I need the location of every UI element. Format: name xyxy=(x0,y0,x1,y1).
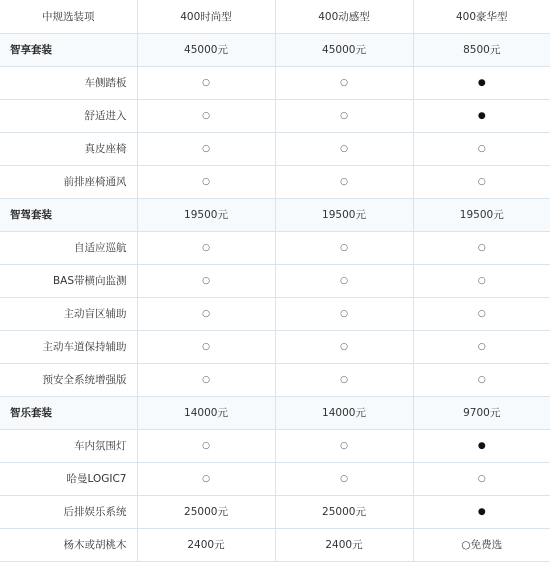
feature-label: 哈曼LOGIC7 xyxy=(0,462,137,495)
optional-icon: ○ xyxy=(275,132,413,165)
optional-icon: ○ xyxy=(275,429,413,462)
optional-icon: ○ xyxy=(413,165,550,198)
price-cell: 9700元 xyxy=(413,396,550,429)
optional-icon: ○ xyxy=(413,264,550,297)
feature-label: 车内氛围灯 xyxy=(0,429,137,462)
table-row xyxy=(0,297,550,330)
table-row xyxy=(0,264,550,297)
optional-icon: ○ xyxy=(275,231,413,264)
optional-icon: ○ xyxy=(137,330,275,363)
table-row xyxy=(0,528,550,561)
optional-icon: ○ xyxy=(275,99,413,132)
package-label: 智乐套装 xyxy=(0,396,137,429)
header-trim-dynamic: 400动感型 xyxy=(275,0,413,33)
price-cell: 45000元 xyxy=(275,33,413,66)
feature-label: 前排座椅通风 xyxy=(0,165,137,198)
feature-label: 真皮座椅 xyxy=(0,132,137,165)
header-trim-luxury: 400豪华型 xyxy=(413,0,550,33)
optional-icon: ○ xyxy=(275,297,413,330)
table-row xyxy=(0,132,550,165)
optional-icon: ○ xyxy=(413,297,550,330)
table-row xyxy=(0,363,550,396)
package-row-zhixiang xyxy=(0,33,550,66)
price-cell: 14000元 xyxy=(137,396,275,429)
feature-label: BAS带横向监测 xyxy=(0,264,137,297)
optional-icon: ○ xyxy=(275,66,413,99)
package-row-zhijia xyxy=(0,198,550,231)
optional-icon: ○ xyxy=(275,462,413,495)
feature-label: 舒适进入 xyxy=(0,99,137,132)
optional-icon: ○ xyxy=(137,132,275,165)
price-cell: 19500元 xyxy=(413,198,550,231)
optional-icon: ○ xyxy=(137,297,275,330)
optional-icon: ○ xyxy=(137,264,275,297)
feature-label: 主动盲区辅助 xyxy=(0,297,137,330)
standard-icon: ● xyxy=(413,429,550,462)
table-row xyxy=(0,66,550,99)
price-cell: 14000元 xyxy=(275,396,413,429)
optional-icon: ○ xyxy=(413,363,550,396)
price-cell: 2400元 xyxy=(275,528,413,561)
package-label: 智享套装 xyxy=(0,33,137,66)
price-cell: 19500元 xyxy=(275,198,413,231)
optional-icon: ○ xyxy=(413,132,550,165)
optional-icon: ○ xyxy=(137,99,275,132)
optional-icon: ○ xyxy=(275,165,413,198)
standard-icon: ● xyxy=(413,99,550,132)
price-cell: 25000元 xyxy=(137,495,275,528)
optional-icon: ○ xyxy=(275,330,413,363)
optional-icon: ○ xyxy=(137,363,275,396)
optional-icon: ○ xyxy=(137,66,275,99)
price-cell: 8500元 xyxy=(413,33,550,66)
table-row xyxy=(0,462,550,495)
table-row xyxy=(0,495,550,528)
table-row xyxy=(0,429,550,462)
price-cell: 2400元 xyxy=(137,528,275,561)
feature-label: 主动车道保持辅助 xyxy=(0,330,137,363)
feature-label: 自适应巡航 xyxy=(0,231,137,264)
feature-label: 杨木或胡桃木 xyxy=(0,528,137,561)
optional-icon: ○ xyxy=(137,165,275,198)
optional-icon: ○ xyxy=(137,429,275,462)
optional-icon: ○ xyxy=(275,363,413,396)
standard-icon: ● xyxy=(413,495,550,528)
table-row xyxy=(0,99,550,132)
optional-icon: ○ xyxy=(137,462,275,495)
feature-label: 车侧踏板 xyxy=(0,66,137,99)
price-cell: 25000元 xyxy=(275,495,413,528)
header-trim-fashion: 400时尚型 xyxy=(137,0,275,33)
feature-label: 后排娱乐系统 xyxy=(0,495,137,528)
optional-icon: ○ xyxy=(413,462,550,495)
feature-label: 预安全系统增强版 xyxy=(0,363,137,396)
table-row xyxy=(0,165,550,198)
optional-icon: ○ xyxy=(413,330,550,363)
free-option-cell: ○免费选 xyxy=(413,528,550,561)
table-header-row xyxy=(0,0,550,33)
package-label: 智驾套装 xyxy=(0,198,137,231)
standard-icon: ● xyxy=(413,66,550,99)
optional-icon: ○ xyxy=(413,231,550,264)
price-cell: 45000元 xyxy=(137,33,275,66)
table-row xyxy=(0,231,550,264)
optional-icon: ○ xyxy=(137,231,275,264)
package-row-zhile xyxy=(0,396,550,429)
optional-icon: ○ xyxy=(275,264,413,297)
price-cell: 19500元 xyxy=(137,198,275,231)
table-row xyxy=(0,330,550,363)
header-option-item: 中规选装项 xyxy=(0,0,137,33)
